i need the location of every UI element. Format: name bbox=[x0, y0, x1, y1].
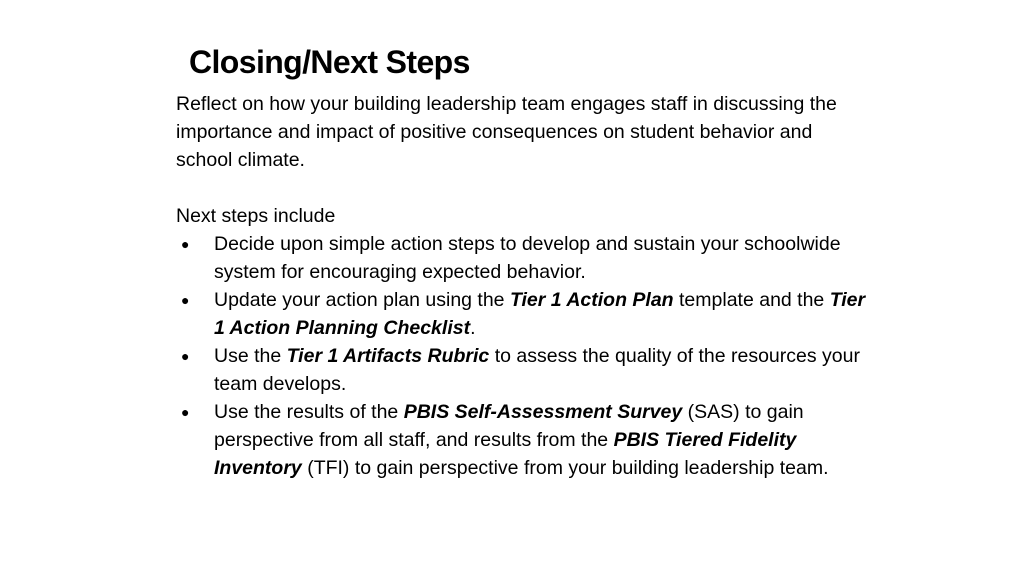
list-item bbox=[176, 286, 866, 342]
step-text: to assess the quality of the resources your team develops. bbox=[214, 345, 860, 395]
step-text: Decide upon simple action steps to develop and sustain your schoolwide system for encouraging expected behavior. bbox=[214, 233, 841, 283]
list-item bbox=[176, 342, 866, 398]
list-item bbox=[176, 230, 866, 286]
bullet-icon: ● bbox=[181, 292, 190, 308]
step-text: Update your action plan using the bbox=[214, 289, 510, 311]
step-text: (SAS) to gain perspective from all staff, and results from the bbox=[214, 401, 804, 451]
resource-title: PBIS Tiered Fidelity Inventory bbox=[214, 429, 797, 479]
step-text: Use the bbox=[214, 345, 287, 367]
step-text: template and the bbox=[673, 289, 830, 311]
step-text: Use the results of the bbox=[214, 401, 404, 423]
next-steps-heading: Next steps include bbox=[176, 205, 336, 227]
bullet-icon: ● bbox=[181, 348, 190, 364]
slide-title: Closing/Next Steps bbox=[189, 44, 470, 80]
resource-title: Tier 1 Action Planning Checklist bbox=[214, 289, 866, 339]
step-text: . bbox=[470, 317, 476, 339]
resource-title: Tier 1 Artifacts Rubric bbox=[286, 345, 490, 367]
list-item bbox=[176, 398, 866, 482]
bullet-icon: ● bbox=[181, 236, 190, 252]
intro-paragraph: Reflect on how your building leadership team engages staff in discussing the importance and impact of positive consequences on student behavior and school climate. bbox=[176, 93, 837, 171]
resource-title: Tier 1 Action Plan bbox=[509, 289, 674, 311]
slide-body bbox=[176, 90, 866, 482]
next-steps-list bbox=[176, 230, 866, 482]
resource-title: PBIS Self-Assessment Survey bbox=[403, 401, 683, 423]
step-text: (TFI) to gain perspective from your building leadership team. bbox=[301, 457, 829, 479]
bullet-icon: ● bbox=[181, 404, 190, 420]
